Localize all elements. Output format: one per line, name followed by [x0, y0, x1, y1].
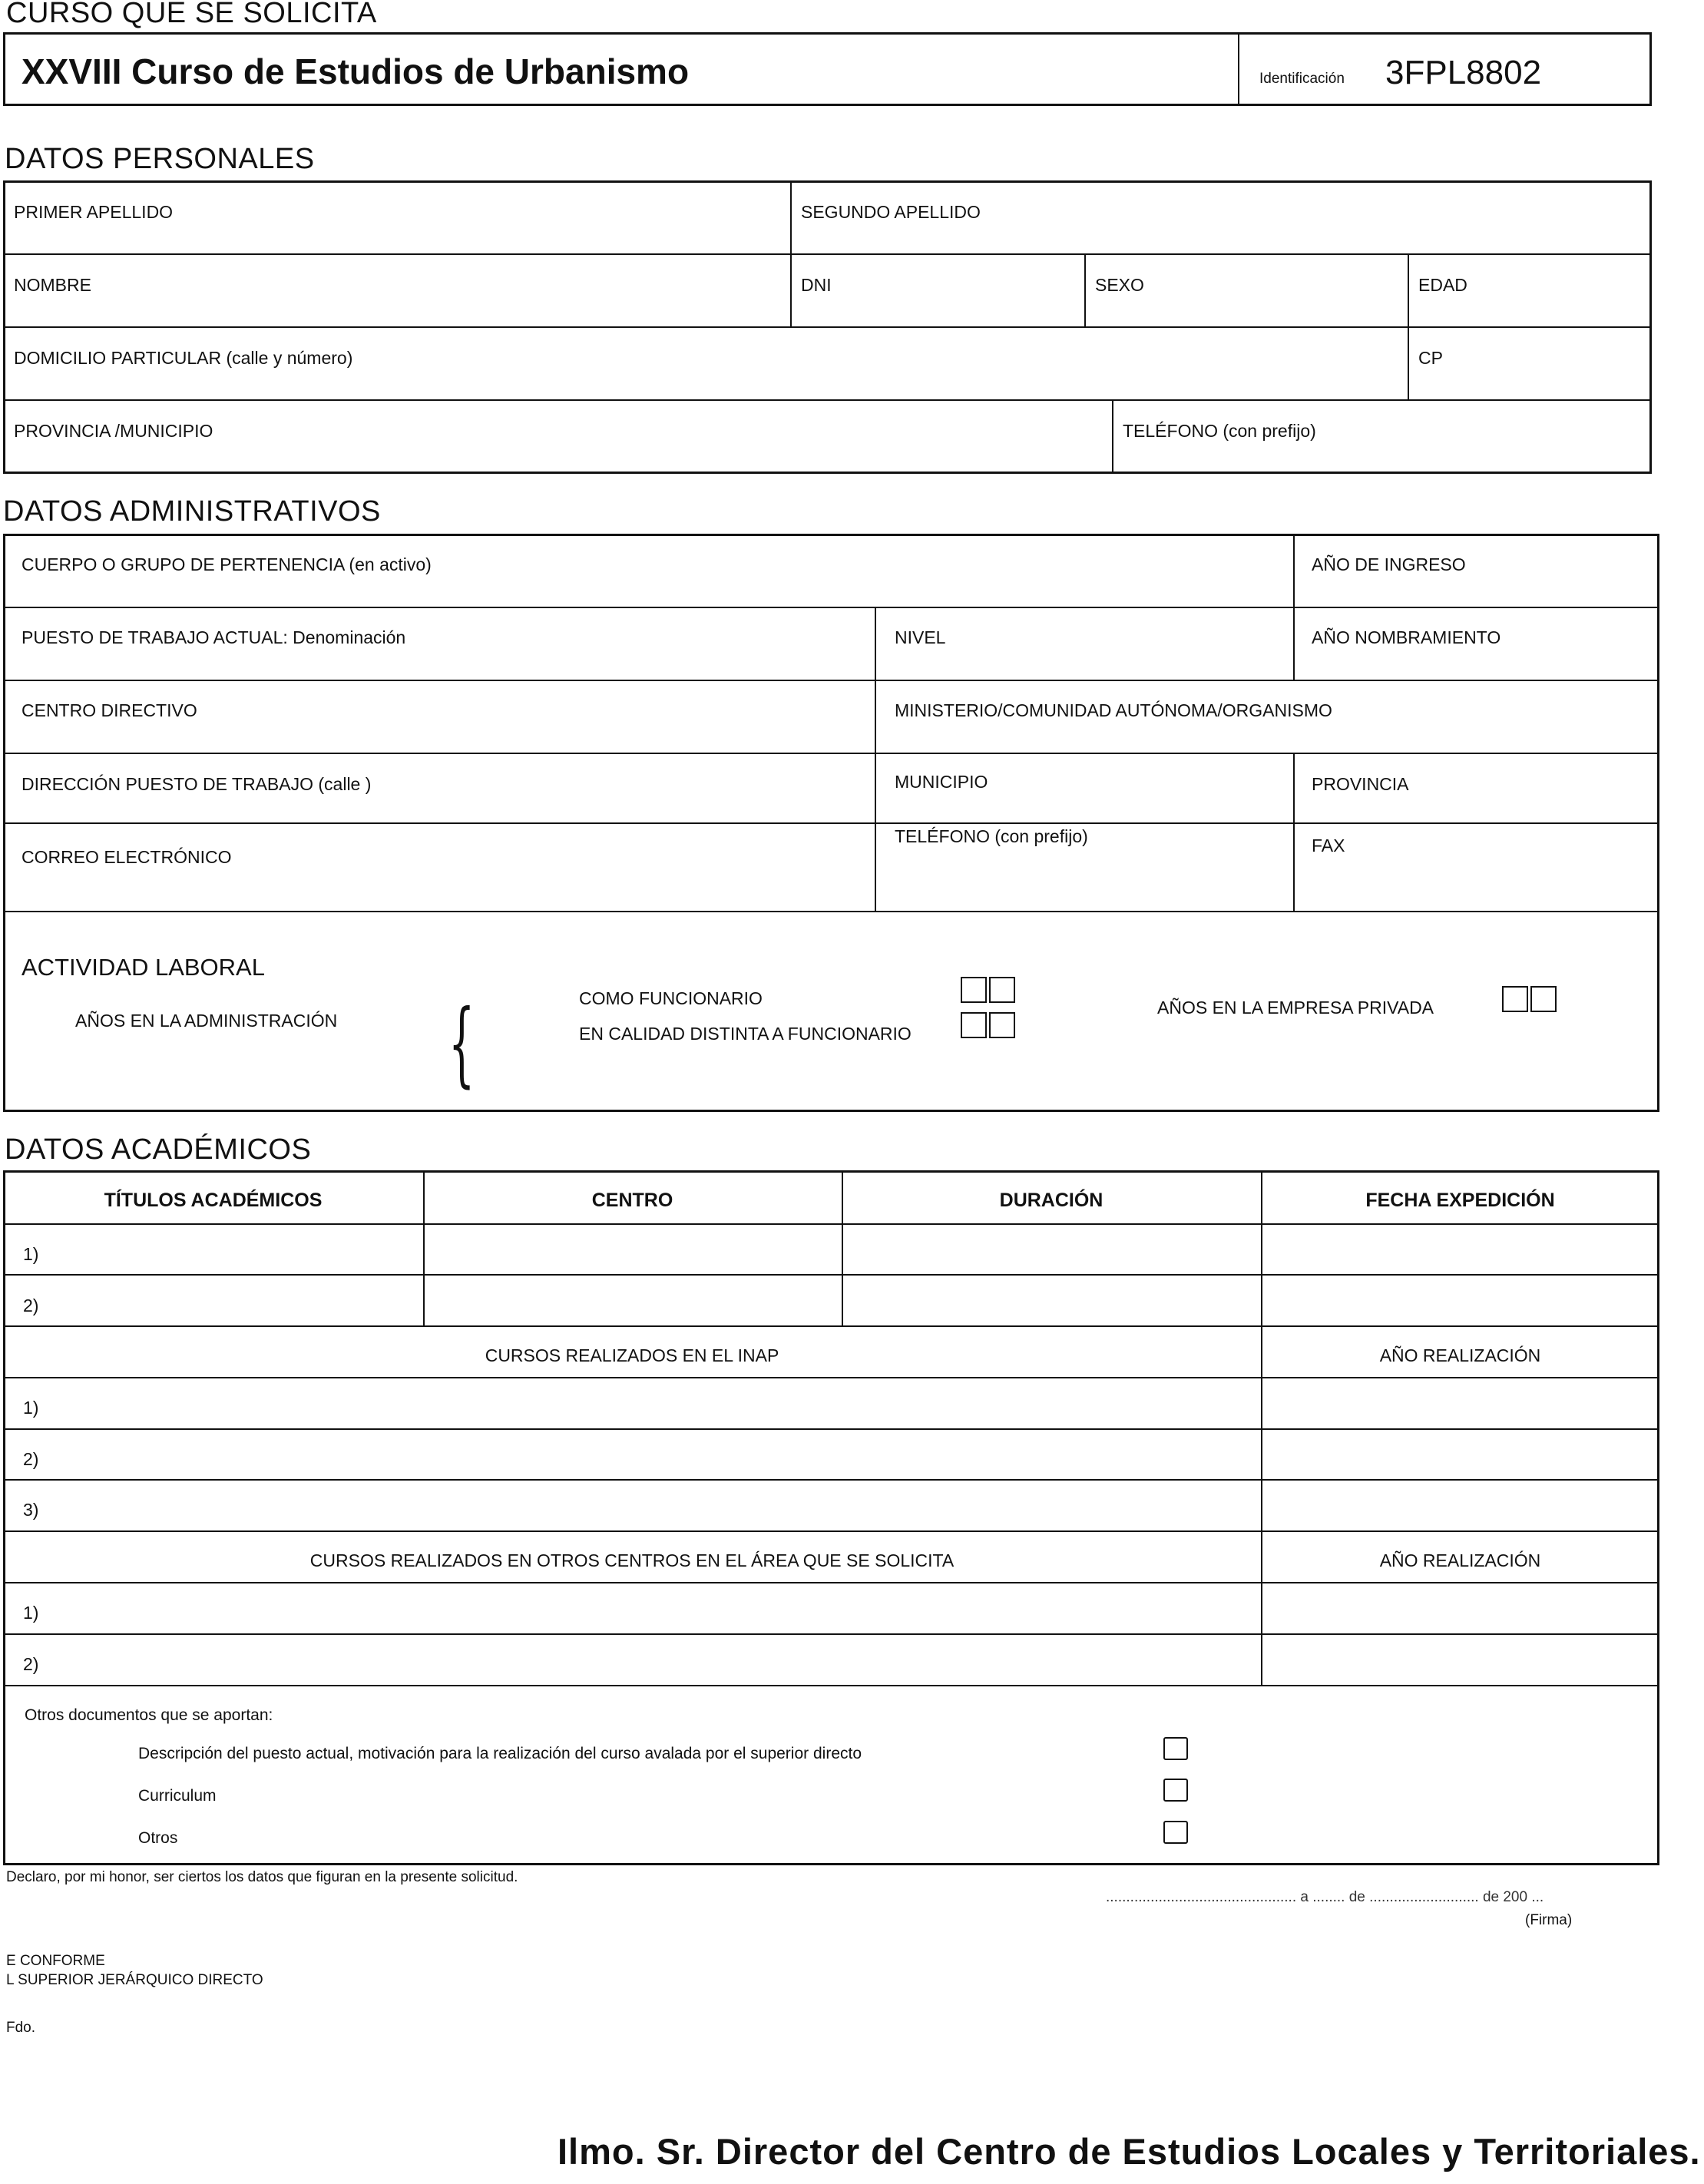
divider: [3, 1223, 1659, 1225]
field-nivel[interactable]: NIVEL: [895, 627, 946, 647]
anos-administracion-label: AÑOS EN LA ADMINISTRACIÓN: [75, 1011, 338, 1031]
divider: [1408, 253, 1409, 399]
anos-privada-label: AÑOS EN LA EMPRESA PRIVADA: [1157, 998, 1434, 1018]
field-municipio[interactable]: MUNICIPIO: [895, 772, 988, 792]
field-segundo-apellido[interactable]: SEGUNDO APELLIDO: [801, 202, 981, 222]
ano-realizacion-inap: AÑO REALIZACIÓN: [1379, 1345, 1541, 1365]
row-number: 1): [23, 1398, 39, 1418]
divider: [1293, 753, 1295, 911]
divider: [3, 753, 1659, 754]
calidad-distinta-label: EN CALIDAD DISTINTA A FUNCIONARIO: [579, 1024, 912, 1044]
actividad-title: ACTIVIDAD LABORAL: [22, 954, 265, 981]
header-duracion: DURACIÓN: [999, 1190, 1103, 1211]
field-edad[interactable]: EDAD: [1418, 275, 1467, 295]
divider: [1293, 534, 1295, 680]
section-title-curso: CURSO QUE SE SOLICITA: [6, 0, 377, 29]
field-provincia-trabajo[interactable]: PROVINCIA: [1312, 774, 1409, 794]
fdo-label: Fdo.: [6, 2020, 36, 2036]
inap-header: CURSOS REALIZADOS EN EL INAP: [485, 1345, 779, 1365]
otros-centros-header: CURSOS REALIZADOS EN OTROS CENTROS EN EL ÁREA QUE SE SOLICITA: [309, 1550, 955, 1570]
como-funcionario-label: COMO FUNCIONARIO: [579, 988, 763, 1008]
row-number: 1): [23, 1244, 39, 1264]
fecha-line[interactable]: ............................................... a ........ de ........................... de 200 ...: [1106, 1889, 1544, 1905]
section-title-academicos: DATOS ACADÉMICOS: [5, 1133, 312, 1166]
digit-box-funcionario-1[interactable]: [961, 977, 987, 1003]
field-domicilio[interactable]: DOMICILIO PARTICULAR (calle y número): [14, 348, 353, 368]
brace-icon: {: [448, 991, 475, 1097]
field-cp[interactable]: CP: [1418, 348, 1443, 368]
header-centro: CENTRO: [591, 1190, 673, 1211]
declaracion-text: Declaro, por mi honor, ser ciertos los datos que figuran en la presente solicitud.: [6, 1869, 518, 1885]
digit-box-privada-2[interactable]: [1530, 986, 1557, 1012]
row-number: 2): [23, 1654, 39, 1674]
digit-box-funcionario-2[interactable]: [989, 977, 1015, 1003]
conforme-line-2: L SUPERIOR JERÁRQUICO DIRECTO: [6, 1972, 263, 1988]
divider: [1084, 253, 1086, 326]
row-number: 2): [23, 1449, 39, 1469]
course-name: XXVIII Curso de Estudios de Urbanismo: [22, 51, 690, 91]
doc-otros-label: Otros: [138, 1829, 178, 1847]
section-title-administrativos: DATOS ADMINISTRATIVOS: [3, 495, 381, 528]
field-provincia-municipio[interactable]: PROVINCIA /MUNICIPIO: [14, 421, 213, 441]
id-label: Identificación: [1259, 71, 1345, 87]
field-puesto[interactable]: PUESTO DE TRABAJO ACTUAL: Denominación: [22, 627, 406, 647]
field-primer-apellido[interactable]: PRIMER APELLIDO: [14, 202, 174, 222]
row-number: 3): [23, 1500, 39, 1520]
row-number: 2): [23, 1296, 39, 1315]
digit-box-privada-1[interactable]: [1502, 986, 1528, 1012]
divider: [1261, 1170, 1262, 1685]
section-title-personales: DATOS PERSONALES: [5, 143, 315, 175]
field-telefono-personal[interactable]: TELÉFONO (con prefijo): [1123, 421, 1316, 441]
divider: [3, 1530, 1659, 1532]
field-direccion[interactable]: DIRECCIÓN PUESTO DE TRABAJO (calle ): [22, 774, 372, 794]
divider: [875, 607, 876, 911]
ano-realizacion-otros: AÑO REALIZACIÓN: [1379, 1550, 1541, 1570]
field-dni[interactable]: DNI: [801, 275, 832, 295]
doc-curriculum-label: Curriculum: [138, 1787, 217, 1805]
divider: [3, 1633, 1659, 1635]
divider: [3, 1582, 1659, 1583]
header-fecha-expedicion: FECHA EXPEDICIÓN: [1365, 1190, 1555, 1211]
divider: [1112, 399, 1113, 474]
divider: [3, 607, 1659, 608]
digit-box-distinta-1[interactable]: [961, 1012, 987, 1038]
field-fax[interactable]: FAX: [1312, 836, 1345, 855]
field-cuerpo[interactable]: CUERPO O GRUPO DE PERTENENCIA (en activo): [22, 554, 432, 574]
row-number: 1): [23, 1603, 39, 1623]
field-centro-directivo[interactable]: CENTRO DIRECTIVO: [22, 700, 197, 720]
divider: [3, 911, 1659, 912]
doc-descripcion-label: Descripción del puesto actual, motivación para la realización del curso avalada por el superior directo: [138, 1745, 862, 1762]
header-titulos: TÍTULOS ACADÉMICOS: [104, 1190, 323, 1211]
field-ano-ingreso[interactable]: AÑO DE INGRESO: [1312, 554, 1466, 574]
divider: [3, 326, 1652, 328]
field-correo[interactable]: CORREO ELECTRÓNICO: [22, 847, 232, 867]
field-ministerio[interactable]: MINISTERIO/COMUNIDAD AUTÓNOMA/ORGANISMO: [895, 700, 1332, 720]
divider: [3, 1325, 1659, 1327]
conforme-line-1: E CONFORME: [6, 1953, 105, 1969]
field-sexo[interactable]: SEXO: [1095, 275, 1144, 295]
divider: [3, 680, 1659, 681]
divider: [3, 1274, 1659, 1276]
doc-otros-checkbox[interactable]: [1163, 1821, 1188, 1844]
divider: [1238, 32, 1239, 106]
field-ano-nombramiento[interactable]: AÑO NOMBRAMIENTO: [1312, 627, 1501, 647]
divider: [3, 1479, 1659, 1481]
digit-box-distinta-2[interactable]: [989, 1012, 1015, 1038]
divider: [3, 1685, 1659, 1686]
field-nombre[interactable]: NOMBRE: [14, 275, 91, 295]
divider: [3, 822, 1659, 824]
firma-label: (Firma): [1525, 1912, 1573, 1928]
divider: [3, 399, 1652, 401]
docs-title: Otros documentos que se aportan:: [25, 1706, 273, 1724]
doc-curriculum-checkbox[interactable]: [1163, 1779, 1188, 1802]
divider: [3, 1428, 1659, 1430]
divider: [790, 180, 792, 326]
field-telefono-trabajo[interactable]: TELÉFONO (con prefijo): [895, 826, 1088, 846]
director-address: Ilmo. Sr. Director del Centro de Estudios Locales y Territoriales.: [558, 2131, 1701, 2172]
id-value: 3FPL8802: [1385, 54, 1542, 91]
doc-descripcion-checkbox[interactable]: [1163, 1737, 1188, 1760]
divider: [3, 253, 1652, 255]
divider: [3, 1377, 1659, 1378]
